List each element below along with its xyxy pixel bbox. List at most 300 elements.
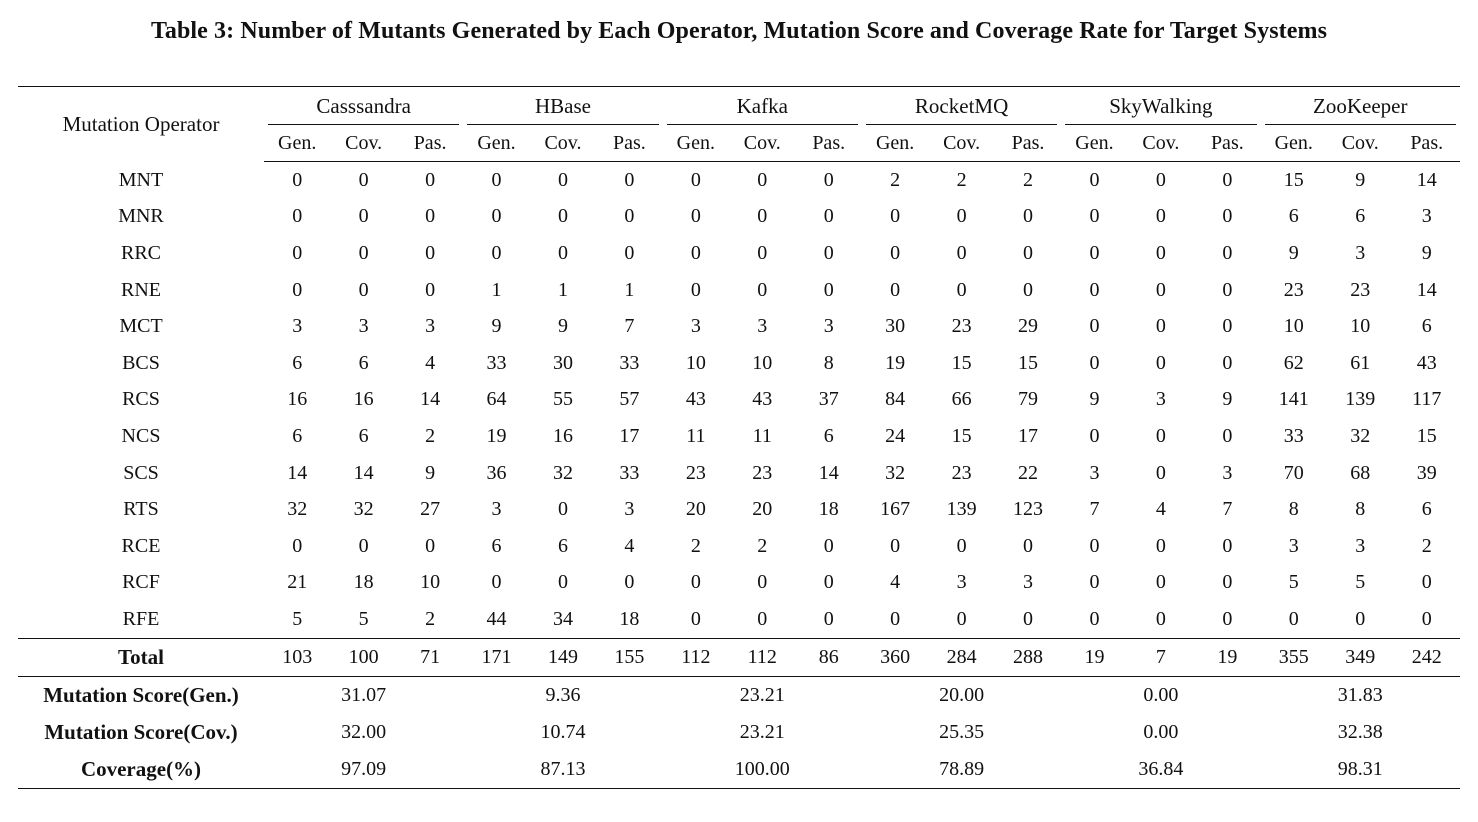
table-cell: 16: [353, 388, 374, 411]
operator-name: MNR: [118, 205, 164, 228]
table-cell: 24: [885, 424, 906, 447]
table-cell: 0: [292, 278, 303, 301]
table-cell: 0: [823, 241, 834, 264]
subcolumn-header: Cov.: [330, 125, 396, 162]
table-cell: 33: [619, 461, 640, 484]
score-cell: 100.00: [663, 751, 862, 789]
operator-name: RCE: [121, 534, 161, 557]
subcolumn-header: Gen.: [264, 125, 330, 162]
table-cell: 0: [690, 205, 701, 228]
table-cell: 0: [1222, 315, 1233, 338]
table-cell: 16: [287, 388, 308, 411]
total-cell: 112: [663, 638, 729, 676]
table-cell: 23: [1283, 278, 1304, 301]
table-cell: 0: [1023, 607, 1034, 630]
table-row: [18, 235, 1460, 272]
total-cell: 155: [596, 638, 662, 676]
table-cell: 7: [624, 315, 635, 338]
table-cell: 0: [956, 241, 967, 264]
table-cell: 117: [1412, 388, 1442, 411]
table-cell: 8: [1355, 498, 1366, 521]
table-cell: 0: [491, 168, 502, 191]
table-cell: 10: [685, 351, 706, 374]
table-cell: 6: [557, 534, 568, 557]
table-cell: 0: [1023, 278, 1034, 301]
table-cell: 0: [1023, 534, 1034, 557]
table-row: [18, 308, 1460, 345]
score-rows: [18, 676, 1460, 788]
table-cell: 6: [292, 351, 303, 374]
table-cell: 64: [486, 388, 507, 411]
table-cell: 6: [1421, 498, 1432, 521]
table-cell: 0: [557, 168, 568, 191]
total-cell: 71: [397, 638, 463, 676]
table-cell: 0: [890, 534, 901, 557]
table-cell: 14: [1416, 168, 1437, 191]
table-cell: 23: [685, 461, 706, 484]
system-header-rule: [268, 124, 459, 125]
table-row: [18, 272, 1460, 309]
table-cell: 0: [292, 534, 303, 557]
table-cell: 14: [1416, 278, 1437, 301]
score-cell: 9.36: [545, 683, 581, 706]
table-cell: 2: [425, 424, 436, 447]
table-cell: 55: [552, 388, 573, 411]
table-cell: 79: [1018, 388, 1039, 411]
table-cell: 43: [1416, 351, 1437, 374]
operator-name: NCS: [121, 424, 161, 447]
table-cell: 0: [823, 534, 834, 557]
table-cell: 3: [1288, 534, 1299, 557]
total-cell: 284: [928, 638, 994, 676]
system-header-rule: [1265, 124, 1456, 125]
score-cell: 87.13: [463, 751, 662, 789]
table-cell: 0: [1089, 278, 1100, 301]
table-cell: 0: [1089, 351, 1100, 374]
system-header-rule: [1065, 124, 1256, 125]
table-cell: 0: [1288, 607, 1299, 630]
table-cell: 0: [1222, 534, 1233, 557]
score-cell: 23.21: [739, 683, 785, 706]
table-row: [18, 491, 1460, 528]
table-cell: 68: [1350, 461, 1371, 484]
table-cell: 0: [956, 534, 967, 557]
table-cell: 0: [1089, 424, 1100, 447]
table-cell: 139: [1345, 388, 1376, 411]
table-cell: 0: [757, 241, 768, 264]
table-cell: 4: [425, 351, 436, 374]
system-header-cassandra: Casssandra: [264, 87, 463, 126]
table-cell: 0: [1222, 241, 1233, 264]
table-cell: 6: [358, 351, 369, 374]
total-cell: 100: [330, 638, 396, 676]
total-label: Total: [18, 638, 264, 676]
system-header-rocketmq: RocketMQ: [862, 87, 1061, 126]
table-cell: 6: [1355, 205, 1366, 228]
total-cell: 19: [1194, 638, 1260, 676]
table-cell: 0: [292, 241, 303, 264]
table-cell: 1: [557, 278, 568, 301]
table-cell: 0: [425, 241, 436, 264]
table-cell: 9: [1421, 241, 1432, 264]
table-cell: 0: [1155, 351, 1166, 374]
table-cell: 0: [1023, 241, 1034, 264]
score-cell: 31.83: [1337, 683, 1383, 706]
table-row: [18, 565, 1460, 602]
score-label: Mutation Score(Cov.): [44, 719, 238, 744]
table-cell: 0: [690, 607, 701, 630]
table-cell: 4: [624, 534, 635, 557]
table-cell: 0: [491, 205, 502, 228]
table-cell: 6: [1288, 205, 1299, 228]
table-cell: 0: [557, 205, 568, 228]
operator-name: RFE: [122, 607, 160, 630]
table-row: [18, 455, 1460, 492]
table-cell: 10: [752, 351, 773, 374]
total-cell: 360: [862, 638, 928, 676]
table-cell: 0: [956, 205, 967, 228]
table-cell: 32: [353, 498, 374, 521]
operator-name: RTS: [123, 498, 159, 521]
operator-name: RNE: [121, 278, 161, 301]
score-cell: 0.00: [1143, 683, 1179, 706]
table-cell: 0: [1155, 315, 1166, 338]
table-cell: 0: [890, 241, 901, 264]
table-cell: 3: [292, 315, 303, 338]
total-cell: 112: [729, 638, 795, 676]
operator-column-header: Mutation Operator: [18, 87, 264, 162]
table-cell: 4: [1155, 498, 1166, 521]
table-cell: 0: [1089, 241, 1100, 264]
total-cell: 349: [1327, 638, 1393, 676]
system-header-rule: [467, 124, 658, 125]
table-cell: 0: [1222, 168, 1233, 191]
table-cell: 0: [823, 607, 834, 630]
system-header-skywalking: SkyWalking: [1061, 87, 1260, 126]
table-cell: 1: [624, 278, 635, 301]
table-cell: 57: [619, 388, 640, 411]
table-row: [18, 528, 1460, 565]
table-cell: 0: [358, 168, 369, 191]
table-cell: 0: [757, 168, 768, 191]
table-cell: 32: [885, 461, 906, 484]
score-cell: 98.31: [1261, 751, 1460, 789]
table-cell: 0: [425, 278, 436, 301]
subcolumn-header: Gen.: [1061, 125, 1127, 162]
subcolumn-header: Pas.: [1393, 125, 1460, 162]
table-cell: 20: [752, 498, 773, 521]
score-cell: 31.07: [341, 683, 387, 706]
table-cell: 0: [1421, 607, 1432, 630]
table-cell: 15: [1018, 351, 1039, 374]
subcolumn-header: Pas.: [1194, 125, 1260, 162]
table-cell: 0: [1155, 571, 1166, 594]
operator-name: RRC: [120, 241, 162, 264]
table-cell: 9: [425, 461, 436, 484]
table-cell: 6: [358, 424, 369, 447]
table-cell: 10: [420, 571, 441, 594]
table-cell: 2: [890, 168, 901, 191]
system-header-zookeeper: ZooKeeper: [1261, 87, 1460, 126]
subcolumn-header: Pas.: [596, 125, 662, 162]
table-cell: 0: [624, 168, 635, 191]
table-cell: 36: [486, 461, 507, 484]
total-cell: 171: [463, 638, 529, 676]
table-cell: 15: [1283, 168, 1304, 191]
table-caption: Table 3: Number of Mutants Generated by Each Operator, Mutation Score and Coverage Rate for Target Systems: [150, 18, 1328, 44]
table-cell: 3: [823, 315, 834, 338]
table-row: [18, 199, 1460, 236]
table-cell: 0: [956, 607, 967, 630]
table-cell: 22: [1018, 461, 1039, 484]
total-cell: 355: [1261, 638, 1327, 676]
operator-name: SCS: [123, 461, 159, 484]
table-cell: 0: [1222, 205, 1233, 228]
score-cell: 32.38: [1337, 720, 1383, 743]
system-header-kafka: Kafka: [663, 87, 862, 126]
table-cell: 23: [752, 461, 773, 484]
total-cell: 288: [995, 638, 1061, 676]
table-cell: 2: [956, 168, 967, 191]
table-cell: 6: [823, 424, 834, 447]
table-cell: 62: [1283, 351, 1304, 374]
table-cell: 0: [425, 205, 436, 228]
table-row: [18, 162, 1460, 199]
score-row: [18, 676, 1460, 714]
table-row: [18, 418, 1460, 455]
score-label: Mutation Score(Gen.): [43, 682, 239, 707]
table-cell: 15: [951, 351, 972, 374]
table-cell: 0: [624, 241, 635, 264]
table-cell: 0: [690, 278, 701, 301]
table-cell: 10: [1283, 315, 1304, 338]
table-cell: 2: [1023, 168, 1034, 191]
subcolumn-header: Pas.: [397, 125, 463, 162]
table-cell: 9: [1288, 241, 1299, 264]
table-cell: 2: [1421, 534, 1432, 557]
table-cell: 0: [1155, 607, 1166, 630]
score-cell: 32.00: [341, 720, 387, 743]
table-cell: 19: [486, 424, 507, 447]
table-cell: 9: [491, 315, 502, 338]
table-cell: 3: [690, 315, 701, 338]
table-cell: 8: [823, 351, 834, 374]
table-cell: 167: [880, 498, 911, 521]
table-cell: 3: [757, 315, 768, 338]
table-cell: 4: [890, 571, 901, 594]
table-cell: 0: [1155, 168, 1166, 191]
table-cell: 0: [823, 278, 834, 301]
table-cell: 23: [951, 461, 972, 484]
table-cell: 0: [358, 278, 369, 301]
table-cell: 11: [752, 424, 772, 447]
table-cell: 21: [287, 571, 308, 594]
score-cell: 36.84: [1061, 751, 1260, 789]
mutation-table: [18, 86, 1460, 789]
table-cell: 0: [1355, 607, 1366, 630]
table-cell: 0: [1222, 351, 1233, 374]
table-cell: 29: [1018, 315, 1039, 338]
table-cell: 3: [491, 498, 502, 521]
total-cell: 86: [796, 638, 862, 676]
table-cell: 0: [1155, 534, 1166, 557]
table-cell: 2: [690, 534, 701, 557]
table-cell: 3: [1421, 205, 1432, 228]
table-cell: 0: [890, 278, 901, 301]
table-cell: 14: [353, 461, 374, 484]
table-cell: 0: [1222, 607, 1233, 630]
table-cell: 23: [951, 315, 972, 338]
table-cell: 3: [624, 498, 635, 521]
operator-name: MNT: [118, 168, 164, 191]
total-cell: 149: [530, 638, 596, 676]
table-cell: 0: [358, 205, 369, 228]
table-cell: 0: [1089, 168, 1100, 191]
table-cell: 0: [624, 205, 635, 228]
table-cell: 0: [757, 607, 768, 630]
table-cell: 0: [292, 205, 303, 228]
table-cell: 141: [1278, 388, 1309, 411]
score-cell: 78.89: [862, 751, 1061, 789]
table-cell: 0: [425, 168, 436, 191]
table-cell: 0: [1089, 315, 1100, 338]
table-cell: 0: [1421, 571, 1432, 594]
operator-name: RCS: [122, 388, 160, 411]
table-cell: 18: [818, 498, 839, 521]
subcolumn-header: Cov.: [928, 125, 994, 162]
table-cell: 0: [491, 571, 502, 594]
table-cell: 5: [1355, 571, 1366, 594]
table-cell: 0: [624, 571, 635, 594]
table-cell: 14: [818, 461, 839, 484]
table-cell: 5: [358, 607, 369, 630]
table-cell: 0: [1089, 205, 1100, 228]
table-cell: 32: [552, 461, 573, 484]
table-cell: 0: [1155, 461, 1166, 484]
table-cell: 0: [1222, 571, 1233, 594]
system-header-rule: [866, 124, 1057, 125]
score-cell: 10.74: [540, 720, 586, 743]
score-row: [18, 714, 1460, 751]
table-cell: 0: [823, 571, 834, 594]
table-cell: 3: [1089, 461, 1100, 484]
table-cell: 0: [557, 498, 568, 521]
table-cell: 9: [1089, 388, 1100, 411]
table-cell: 11: [686, 424, 706, 447]
table-cell: 7: [1222, 498, 1233, 521]
table-cell: 3: [425, 315, 436, 338]
table-cell: 18: [353, 571, 374, 594]
score-label: Coverage(%): [18, 751, 264, 789]
table-cell: 0: [690, 168, 701, 191]
subcolumn-header: Cov.: [1327, 125, 1393, 162]
table-cell: 0: [757, 205, 768, 228]
table-cell: 70: [1283, 461, 1304, 484]
table-cell: 17: [1018, 424, 1039, 447]
table-row: [18, 382, 1460, 419]
table-cell: 27: [420, 498, 441, 521]
table-cell: 37: [818, 388, 839, 411]
table-cell: 0: [956, 278, 967, 301]
total-cell: 103: [264, 638, 330, 676]
table-cell: 0: [1155, 205, 1166, 228]
table-cell: 6: [491, 534, 502, 557]
table-cell: 3: [1355, 534, 1366, 557]
table-cell: 1: [491, 278, 502, 301]
score-cell: 97.09: [264, 751, 463, 789]
table-cell: 3: [1222, 461, 1233, 484]
table-cell: 34: [552, 607, 573, 630]
table-cell: 43: [752, 388, 773, 411]
operator-name: RCF: [122, 571, 160, 594]
table-cell: 0: [823, 168, 834, 191]
table-cell: 5: [292, 607, 303, 630]
table-cell: 20: [685, 498, 706, 521]
table-cell: 30: [552, 351, 573, 374]
table-cell: 9: [557, 315, 568, 338]
table-cell: 0: [1089, 571, 1100, 594]
table-cell: 15: [1416, 424, 1437, 447]
table-cell: 19: [885, 351, 906, 374]
table-cell: 0: [690, 241, 701, 264]
total-cell: 19: [1061, 638, 1127, 676]
table-cell: 123: [1013, 498, 1044, 521]
table-cell: 61: [1350, 351, 1371, 374]
table-cell: 33: [619, 351, 640, 374]
table-cell: 33: [1283, 424, 1304, 447]
table-cell: 6: [292, 424, 303, 447]
table-cell: 32: [1350, 424, 1371, 447]
table-cell: 0: [890, 205, 901, 228]
table-cell: 0: [1089, 607, 1100, 630]
subcolumn-header: Gen.: [663, 125, 729, 162]
system-header-hbase: HBase: [463, 87, 662, 126]
system-header-rule: [667, 124, 858, 125]
total-cell: 242: [1393, 638, 1460, 676]
table-cell: 17: [619, 424, 640, 447]
table-row: [18, 345, 1460, 382]
table-cell: 0: [1222, 424, 1233, 447]
operator-rows: [18, 162, 1460, 639]
score-cell: 23.21: [739, 720, 785, 743]
score-cell: 0.00: [1143, 720, 1179, 743]
table-cell: 0: [1155, 241, 1166, 264]
operator-name: MCT: [119, 315, 163, 338]
score-row: [18, 751, 1460, 789]
subcolumn-header: Cov.: [729, 125, 795, 162]
table-cell: 0: [1222, 278, 1233, 301]
table-cell: 18: [619, 607, 640, 630]
table-cell: 0: [1089, 534, 1100, 557]
table-cell: 14: [420, 388, 441, 411]
table-cell: 0: [491, 241, 502, 264]
table-cell: 0: [1155, 424, 1166, 447]
table-cell: 10: [1350, 315, 1371, 338]
table-cell: 0: [890, 607, 901, 630]
table-cell: 3: [358, 315, 369, 338]
table-cell: 0: [358, 241, 369, 264]
subcolumn-header: Pas.: [796, 125, 862, 162]
table-cell: 3: [1155, 388, 1166, 411]
table-cell: 23: [1350, 278, 1371, 301]
header-row-systems: [18, 87, 1460, 126]
table-cell: 0: [358, 534, 369, 557]
table-cell: 66: [951, 388, 972, 411]
score-cell: 20.00: [939, 683, 985, 706]
table-cell: 0: [557, 241, 568, 264]
table-cell: 44: [486, 607, 507, 630]
subcolumn-header: Gen.: [463, 125, 529, 162]
